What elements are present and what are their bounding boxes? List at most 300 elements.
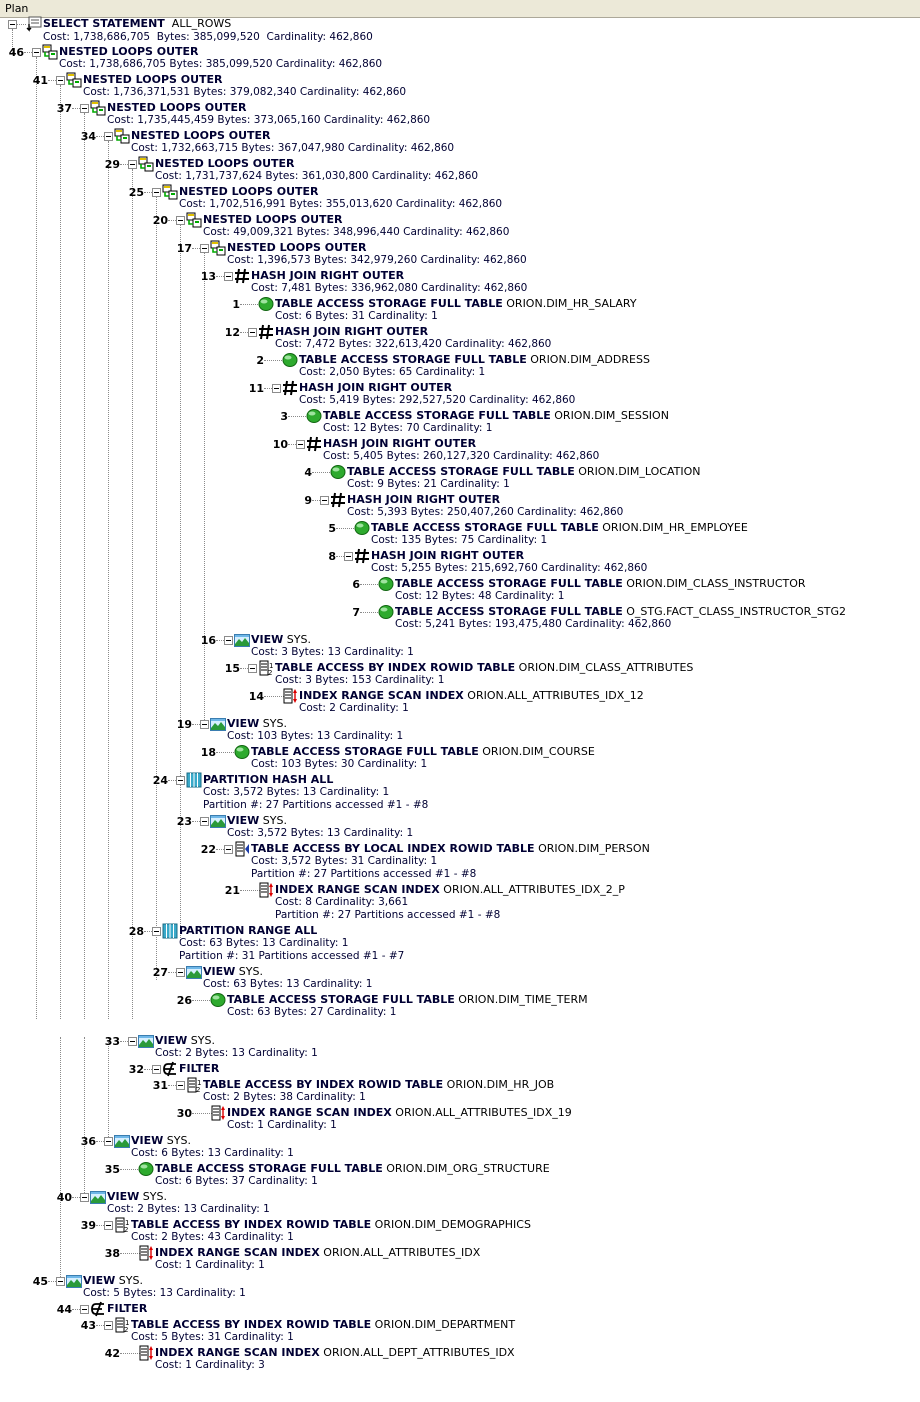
collapse-icon[interactable] — [200, 720, 209, 729]
node-detail-line: Cost: 1 Cardinality: 1 — [155, 1259, 265, 1271]
node-operation: TABLE ACCESS STORAGE FULL TABLE — [299, 353, 527, 366]
table-rowid-icon — [114, 1217, 130, 1233]
node-id: 16 — [200, 634, 216, 647]
node-id: 30 — [176, 1107, 192, 1120]
node-id: 34 — [80, 130, 96, 143]
node-id: 45 — [32, 1275, 48, 1288]
node-object: ORION.DIM_ADDRESS — [530, 353, 650, 366]
table-full-icon — [138, 1161, 154, 1177]
node-detail-line: Cost: 1,735,445,459 Bytes: 373,065,160 Cardinality: 462,860 — [107, 114, 431, 126]
node-operation: NESTED LOOPS OUTER — [179, 185, 319, 198]
node-id: 37 — [56, 102, 72, 115]
node-operation: NESTED LOOPS OUTER — [227, 241, 367, 254]
node-id: 18 — [200, 746, 216, 759]
node-id: 25 — [128, 186, 144, 199]
table-full-icon — [282, 352, 298, 368]
hash-join-icon — [258, 324, 274, 340]
node-object: ORION.DIM_PERSON — [538, 842, 650, 855]
node-detail-line: Cost: 3,572 Bytes: 31 Cardinality: 1 — [251, 855, 438, 867]
node-id: 27 — [152, 966, 168, 979]
node-object: ORION.ALL_ATTRIBUTES_IDX_19 — [395, 1106, 572, 1119]
node-operation: VIEW — [203, 965, 236, 978]
node-detail-line: Cost: 5 Bytes: 13 Cardinality: 1 — [83, 1287, 246, 1299]
node-object: ORION.DIM_CLASS_ATTRIBUTES — [518, 661, 694, 674]
plan-node-title[interactable] — [155, 157, 295, 170]
node-detail-line: Cost: 2 Cardinality: 1 — [299, 702, 409, 714]
node-detail-line: Partition #: 27 Partitions accessed #1 - #8 — [251, 868, 477, 880]
plan-node-title[interactable] — [371, 549, 524, 562]
table-full-icon — [234, 744, 250, 760]
node-operation: NESTED LOOPS OUTER — [203, 213, 343, 226]
node-object: SYS. — [142, 1190, 167, 1203]
table-full-icon — [330, 464, 346, 480]
node-id: 33 — [104, 1035, 120, 1048]
table-rowid-icon — [186, 1077, 202, 1093]
node-detail-line: Cost: 1,702,516,991 Bytes: 355,013,620 Cardinality: 462,860 — [179, 198, 503, 210]
table-local-icon — [234, 841, 250, 857]
node-detail-line: Cost: 9 Bytes: 21 Cardinality: 1 — [347, 478, 510, 490]
node-id: 29 — [104, 158, 120, 171]
node-object: ORION.ALL_ATTRIBUTES_IDX_12 — [467, 689, 644, 702]
collapse-icon[interactable] — [176, 968, 185, 977]
collapse-icon[interactable] — [8, 20, 17, 29]
plan-node-title[interactable] — [155, 1034, 215, 1047]
node-id: 31 — [152, 1079, 168, 1092]
plan-node-title[interactable] — [203, 773, 333, 786]
hash-join-icon — [306, 436, 322, 452]
plan-node-title[interactable] — [131, 1218, 531, 1231]
tree-guide-line — [60, 85, 61, 1019]
plan-node-title[interactable] — [203, 1078, 554, 1091]
collapse-icon[interactable] — [224, 272, 233, 281]
node-detail-line: Cost: 2 Bytes: 13 Cardinality: 1 — [107, 1203, 270, 1215]
collapse-icon[interactable] — [128, 1037, 137, 1046]
node-operation: TABLE ACCESS STORAGE FULL TABLE — [275, 297, 503, 310]
node-id: 1 — [232, 298, 240, 311]
collapse-icon[interactable] — [224, 845, 233, 854]
node-id: 8 — [328, 550, 336, 563]
plan-node-title[interactable] — [299, 689, 644, 702]
nested-loops-icon — [186, 212, 202, 228]
collapse-icon[interactable] — [80, 1305, 89, 1314]
node-object: ORION.DIM_LOCATION — [578, 465, 701, 478]
plan-node-title[interactable] — [83, 1274, 143, 1287]
node-id: 26 — [176, 994, 192, 1007]
plan-node-title[interactable] — [227, 1106, 572, 1119]
node-detail-line: Cost: 3,572 Bytes: 13 Cardinality: 1 — [203, 786, 390, 798]
plan-node-title[interactable] — [371, 521, 748, 534]
node-operation: NESTED LOOPS OUTER — [107, 101, 247, 114]
partition-icon — [186, 772, 202, 788]
collapse-icon[interactable] — [32, 48, 41, 57]
tree-guide-line — [108, 1037, 109, 1141]
hash-join-icon — [330, 492, 346, 508]
node-detail-line: Cost: 6 Bytes: 31 Cardinality: 1 — [275, 310, 438, 322]
node-detail-line: Cost: 6 Bytes: 37 Cardinality: 1 — [155, 1175, 318, 1187]
plan-node-title[interactable] — [155, 1162, 550, 1175]
node-detail-line: Partition #: 27 Partitions accessed #1 - #8 — [203, 799, 429, 811]
plan-node-title[interactable] — [227, 717, 287, 730]
node-id: 21 — [224, 884, 240, 897]
node-id: 24 — [152, 774, 168, 787]
root-node-title[interactable] — [43, 17, 231, 30]
partition-icon — [162, 923, 178, 939]
node-detail-line: Cost: 1 Cardinality: 1 — [227, 1119, 337, 1131]
plan-node-title[interactable] — [203, 965, 263, 978]
plan-node-title[interactable] — [251, 842, 650, 855]
node-id: 46 — [8, 46, 24, 59]
node-operation: TABLE ACCESS STORAGE FULL TABLE — [227, 993, 455, 1006]
node-id: 6 — [352, 578, 360, 591]
collapse-icon[interactable] — [272, 384, 281, 393]
plan-node-title[interactable] — [107, 1190, 167, 1203]
node-operation: INDEX RANGE SCAN INDEX — [275, 883, 440, 896]
node-operation: TABLE ACCESS STORAGE FULL TABLE — [395, 577, 623, 590]
node-id: 7 — [352, 606, 360, 619]
node-operation: VIEW — [83, 1274, 116, 1287]
root-options: ALL_ROWS — [171, 17, 232, 30]
node-operation: FILTER — [107, 1302, 148, 1315]
node-operation: TABLE ACCESS BY INDEX ROWID TABLE — [131, 1318, 372, 1331]
plan-node-title[interactable] — [251, 745, 595, 758]
node-detail-line: Cost: 2 Bytes: 43 Cardinality: 1 — [131, 1231, 294, 1243]
node-object: ORION.DIM_DEPARTMENT — [374, 1318, 516, 1331]
node-id: 15 — [224, 662, 240, 675]
plan-node-title[interactable] — [323, 409, 669, 422]
node-detail-line: Cost: 3,572 Bytes: 13 Cardinality: 1 — [227, 827, 414, 839]
tree-guide-line — [156, 197, 157, 980]
view-icon — [210, 716, 226, 732]
node-id: 41 — [32, 74, 48, 87]
node-detail-line: Cost: 1,738,686,705 Bytes: 385,099,520 Cardinality: 462,860 — [59, 58, 383, 70]
plan-node-title[interactable] — [275, 661, 693, 674]
table-full-icon — [210, 992, 226, 1008]
node-detail-line: Cost: 2 Bytes: 38 Cardinality: 1 — [203, 1091, 366, 1103]
node-object: ORION.DIM_HR_JOB — [446, 1078, 555, 1091]
node-object: ORION.ALL_ATTRIBUTES_IDX — [323, 1246, 481, 1259]
node-object: ORION.DIM_COURSE — [482, 745, 595, 758]
index-range-icon — [258, 882, 274, 898]
collapse-icon[interactable] — [176, 1081, 185, 1090]
node-operation: TABLE ACCESS BY INDEX ROWID TABLE — [203, 1078, 444, 1091]
collapse-icon[interactable] — [152, 927, 161, 936]
node-object: ORION.ALL_ATTRIBUTES_IDX_2_P — [443, 883, 625, 896]
view-icon — [66, 1273, 82, 1289]
collapse-icon[interactable] — [176, 776, 185, 785]
node-detail-line: Cost: 103 Bytes: 13 Cardinality: 1 — [227, 730, 404, 742]
node-detail-line: Cost: 1 Cardinality: 3 — [155, 1359, 265, 1371]
table-rowid-icon — [114, 1317, 130, 1333]
node-operation: PARTITION HASH ALL — [203, 773, 334, 786]
node-operation: INDEX RANGE SCAN INDEX — [299, 689, 464, 702]
node-detail-line: Cost: 5,241 Bytes: 193,475,480 Cardinality: 462,860 — [395, 618, 672, 630]
node-object: SYS. — [262, 717, 287, 730]
node-id: 17 — [176, 242, 192, 255]
node-id: 44 — [56, 1303, 72, 1316]
plan-node-title[interactable] — [83, 73, 223, 86]
node-operation: HASH JOIN RIGHT OUTER — [371, 549, 525, 562]
node-object: ORION.DIM_SESSION — [554, 409, 669, 422]
node-detail-line: Cost: 5,255 Bytes: 215,692,760 Cardinality: 462,860 — [371, 562, 648, 574]
plan-node-title[interactable] — [275, 883, 625, 896]
table-full-icon — [354, 520, 370, 536]
filter-icon — [162, 1061, 178, 1077]
hash-join-icon — [282, 380, 298, 396]
plan-node-title[interactable] — [227, 814, 287, 827]
node-detail-line: Cost: 1,731,737,624 Bytes: 361,030,800 Cardinality: 462,860 — [155, 170, 479, 182]
node-id: 14 — [248, 690, 264, 703]
node-id: 36 — [80, 1135, 96, 1148]
collapse-icon[interactable] — [296, 440, 305, 449]
collapse-icon[interactable] — [56, 1277, 65, 1286]
node-operation: TABLE ACCESS BY LOCAL INDEX ROWID TABLE — [251, 842, 535, 855]
node-operation: VIEW — [131, 1134, 164, 1147]
index-range-icon — [138, 1345, 154, 1361]
node-operation: HASH JOIN RIGHT OUTER — [251, 269, 405, 282]
node-operation: VIEW — [227, 814, 260, 827]
hash-join-icon — [354, 548, 370, 564]
node-operation: HASH JOIN RIGHT OUTER — [323, 437, 477, 450]
collapse-icon[interactable] — [176, 216, 185, 225]
node-detail-line: Cost: 5,419 Bytes: 292,527,520 Cardinality: 462,860 — [299, 394, 576, 406]
collapse-icon[interactable] — [104, 132, 113, 141]
node-operation: TABLE ACCESS STORAGE FULL TABLE — [371, 521, 599, 534]
node-detail-line: Cost: 1,732,663,715 Bytes: 367,047,980 Cardinality: 462,860 — [131, 142, 455, 154]
table-full-icon — [258, 296, 274, 312]
node-object: SYS. — [238, 965, 263, 978]
collapse-icon[interactable] — [104, 1221, 113, 1230]
node-id: 19 — [176, 718, 192, 731]
node-detail-line: Cost: 5,393 Bytes: 250,407,260 Cardinality: 462,860 — [347, 506, 624, 518]
node-detail-line: Cost: 5,405 Bytes: 260,127,320 Cardinality: 462,860 — [323, 450, 600, 462]
plan-node-title[interactable] — [395, 577, 806, 590]
node-detail-line: Cost: 12 Bytes: 70 Cardinality: 1 — [323, 422, 493, 434]
node-id: 35 — [104, 1163, 120, 1176]
collapse-icon[interactable] — [248, 328, 257, 337]
collapse-icon[interactable] — [128, 160, 137, 169]
node-object: SYS. — [118, 1274, 143, 1287]
plan-header-label: Plan — [5, 2, 29, 15]
plan-node-title[interactable] — [395, 605, 846, 618]
view-icon — [210, 813, 226, 829]
node-id: 3 — [280, 410, 288, 423]
plan-node-title[interactable] — [347, 465, 701, 478]
plan-node-title[interactable] — [107, 101, 247, 114]
node-operation: INDEX RANGE SCAN INDEX — [227, 1106, 392, 1119]
node-operation: PARTITION RANGE ALL — [179, 924, 318, 937]
index-range-icon — [282, 688, 298, 704]
plan-node-title[interactable] — [59, 45, 199, 58]
node-operation: NESTED LOOPS OUTER — [83, 73, 223, 86]
svg-text:2: 2 — [268, 669, 273, 676]
node-id: 10 — [272, 438, 288, 451]
plan-node-title[interactable] — [155, 1346, 515, 1359]
collapse-icon[interactable] — [56, 76, 65, 85]
tree-guide-line — [132, 169, 133, 1019]
node-detail-line: Cost: 1,396,573 Bytes: 342,979,260 Cardinality: 462,860 — [227, 254, 527, 266]
node-operation: TABLE ACCESS STORAGE FULL TABLE — [155, 1162, 383, 1175]
nested-loops-icon — [42, 44, 58, 60]
table-rowid-icon — [258, 660, 274, 676]
tree-guide-line — [36, 57, 37, 1019]
collapse-icon[interactable] — [152, 188, 161, 197]
node-id: 20 — [152, 214, 168, 227]
table-full-icon — [306, 408, 322, 424]
node-detail-line: Cost: 63 Bytes: 13 Cardinality: 1 — [203, 978, 373, 990]
node-detail-line: Cost: 5 Bytes: 31 Cardinality: 1 — [131, 1331, 294, 1343]
node-detail-line: Partition #: 31 Partitions accessed #1 - #7 — [179, 950, 405, 962]
root-operation: SELECT STATEMENT — [43, 17, 165, 30]
root-node-detail: Cost: 1,738,686,705 Bytes: 385,099,520 Cardinality: 462,860 — [43, 31, 373, 43]
node-operation: NESTED LOOPS OUTER — [131, 129, 271, 142]
node-object: SYS. — [166, 1134, 191, 1147]
node-object: ORION.DIM_TIME_TERM — [458, 993, 588, 1006]
node-operation: HASH JOIN RIGHT OUTER — [299, 381, 453, 394]
node-operation: VIEW — [155, 1034, 188, 1047]
plan-node-title[interactable] — [227, 993, 588, 1006]
tree-guide-line — [60, 1037, 61, 1281]
node-object: ORION.DIM_HR_EMPLOYEE — [602, 521, 748, 534]
svg-text:2: 2 — [124, 1226, 129, 1233]
index-range-icon — [138, 1245, 154, 1261]
node-detail-line: Cost: 2,050 Bytes: 65 Cardinality: 1 — [299, 366, 486, 378]
node-id: 23 — [176, 815, 192, 828]
collapse-icon[interactable] — [152, 1065, 161, 1074]
node-operation: VIEW — [227, 717, 260, 730]
svg-text:1: 1 — [269, 662, 274, 670]
node-detail-line: Cost: 3 Bytes: 153 Cardinality: 1 — [275, 674, 445, 686]
node-detail-line: Cost: 1,736,371,531 Bytes: 379,082,340 Cardinality: 462,860 — [83, 86, 407, 98]
node-detail-line: Cost: 6 Bytes: 13 Cardinality: 1 — [131, 1147, 294, 1159]
collapse-icon[interactable] — [224, 636, 233, 645]
node-detail-line: Cost: 135 Bytes: 75 Cardinality: 1 — [371, 534, 548, 546]
node-id: 5 — [328, 522, 336, 535]
nested-loops-icon — [162, 184, 178, 200]
node-operation: HASH JOIN RIGHT OUTER — [275, 325, 429, 338]
plan-node-title[interactable] — [131, 1134, 191, 1147]
plan-node-title[interactable] — [347, 493, 500, 506]
tree-guide-line — [180, 225, 181, 940]
node-detail-line: Cost: 103 Bytes: 30 Cardinality: 1 — [251, 758, 428, 770]
collapse-icon[interactable] — [200, 817, 209, 826]
plan-node-title[interactable] — [251, 269, 404, 282]
node-object: ORION.DIM_DEMOGRAPHICS — [374, 1218, 531, 1231]
node-detail-line: Cost: 8 Cardinality: 3,661 — [275, 896, 409, 908]
node-id: 43 — [80, 1319, 96, 1332]
node-operation: HASH JOIN RIGHT OUTER — [347, 493, 501, 506]
nested-loops-icon — [114, 128, 130, 144]
svg-text:2: 2 — [196, 1086, 201, 1093]
node-operation: NESTED LOOPS OUTER — [59, 45, 199, 58]
node-id: 12 — [224, 326, 240, 339]
node-id: 32 — [128, 1063, 144, 1076]
plan-node-title[interactable] — [251, 633, 311, 646]
nested-loops-icon — [138, 156, 154, 172]
tree-guide-line — [108, 141, 109, 1019]
node-operation: TABLE ACCESS STORAGE FULL TABLE — [347, 465, 575, 478]
collapse-icon[interactable] — [104, 1137, 113, 1146]
tree-guide-line — [84, 113, 85, 1019]
node-id: 38 — [104, 1247, 120, 1260]
node-id: 42 — [104, 1347, 120, 1360]
nested-loops-icon — [210, 240, 226, 256]
view-icon — [186, 964, 202, 980]
tree-guide-line — [84, 1037, 85, 1197]
hash-join-icon — [234, 268, 250, 284]
plan-node-title[interactable] — [299, 353, 650, 366]
plan-node-title[interactable] — [299, 381, 452, 394]
node-operation: INDEX RANGE SCAN INDEX — [155, 1246, 320, 1259]
select-statement-icon — [26, 16, 42, 32]
node-id: 11 — [248, 382, 264, 395]
node-detail-line: Cost: 12 Bytes: 48 Cardinality: 1 — [395, 590, 565, 602]
plan-node-title[interactable] — [323, 437, 476, 450]
node-operation: FILTER — [179, 1062, 220, 1075]
node-detail-line: Cost: 2 Bytes: 13 Cardinality: 1 — [155, 1047, 318, 1059]
node-operation: VIEW — [107, 1190, 140, 1203]
tree-guide-line — [204, 253, 205, 720]
node-detail-line: Cost: 3 Bytes: 13 Cardinality: 1 — [251, 646, 414, 658]
table-full-icon — [378, 576, 394, 592]
node-detail-line: Cost: 63 Bytes: 13 Cardinality: 1 — [179, 937, 349, 949]
view-icon — [114, 1133, 130, 1149]
node-id: 2 — [256, 354, 264, 367]
nested-loops-icon — [66, 72, 82, 88]
node-detail-line: Cost: 49,009,321 Bytes: 348,996,440 Cardinality: 462,860 — [203, 226, 510, 238]
node-detail-line: Cost: 7,472 Bytes: 322,613,420 Cardinality: 462,860 — [275, 338, 552, 350]
plan-node-title[interactable] — [107, 1302, 147, 1315]
collapse-icon[interactable] — [320, 496, 329, 505]
plan-node-title[interactable] — [155, 1246, 480, 1259]
node-operation: TABLE ACCESS STORAGE FULL TABLE — [395, 605, 623, 618]
table-full-icon — [378, 604, 394, 620]
index-range-icon — [210, 1105, 226, 1121]
nested-loops-icon — [90, 100, 106, 116]
collapse-icon[interactable] — [248, 664, 257, 673]
plan-node-title[interactable] — [275, 325, 428, 338]
collapse-icon[interactable] — [344, 552, 353, 561]
node-id: 22 — [200, 843, 216, 856]
node-object: ORION.DIM_CLASS_INSTRUCTOR — [626, 577, 806, 590]
node-id: 40 — [56, 1191, 72, 1204]
node-operation: NESTED LOOPS OUTER — [155, 157, 295, 170]
filter-icon — [90, 1301, 106, 1317]
collapse-icon[interactable] — [80, 1193, 89, 1202]
view-icon — [90, 1189, 106, 1205]
svg-text:2: 2 — [124, 1326, 129, 1333]
plan-node-title[interactable] — [179, 924, 317, 937]
plan-node-title[interactable] — [203, 213, 343, 226]
collapse-icon[interactable] — [200, 244, 209, 253]
node-operation: TABLE ACCESS BY INDEX ROWID TABLE — [131, 1218, 372, 1231]
plan-node-title[interactable] — [131, 1318, 515, 1331]
plan-node-title[interactable] — [131, 129, 271, 142]
plan-node-title[interactable] — [179, 185, 319, 198]
node-detail-line: Partition #: 27 Partitions accessed #1 - #8 — [275, 909, 501, 921]
node-id: 39 — [80, 1219, 96, 1232]
node-object: SYS. — [190, 1034, 215, 1047]
plan-node-title[interactable] — [275, 297, 637, 310]
collapse-icon[interactable] — [80, 104, 89, 113]
collapse-icon[interactable] — [104, 1321, 113, 1330]
node-id: 13 — [200, 270, 216, 283]
node-object: SYS. — [286, 633, 311, 646]
node-object: ORION.DIM_ORG_STRUCTURE — [386, 1162, 550, 1175]
plan-node-title[interactable] — [179, 1062, 219, 1075]
view-icon — [234, 632, 250, 648]
plan-node-title[interactable] — [227, 241, 367, 254]
view-icon — [138, 1033, 154, 1049]
